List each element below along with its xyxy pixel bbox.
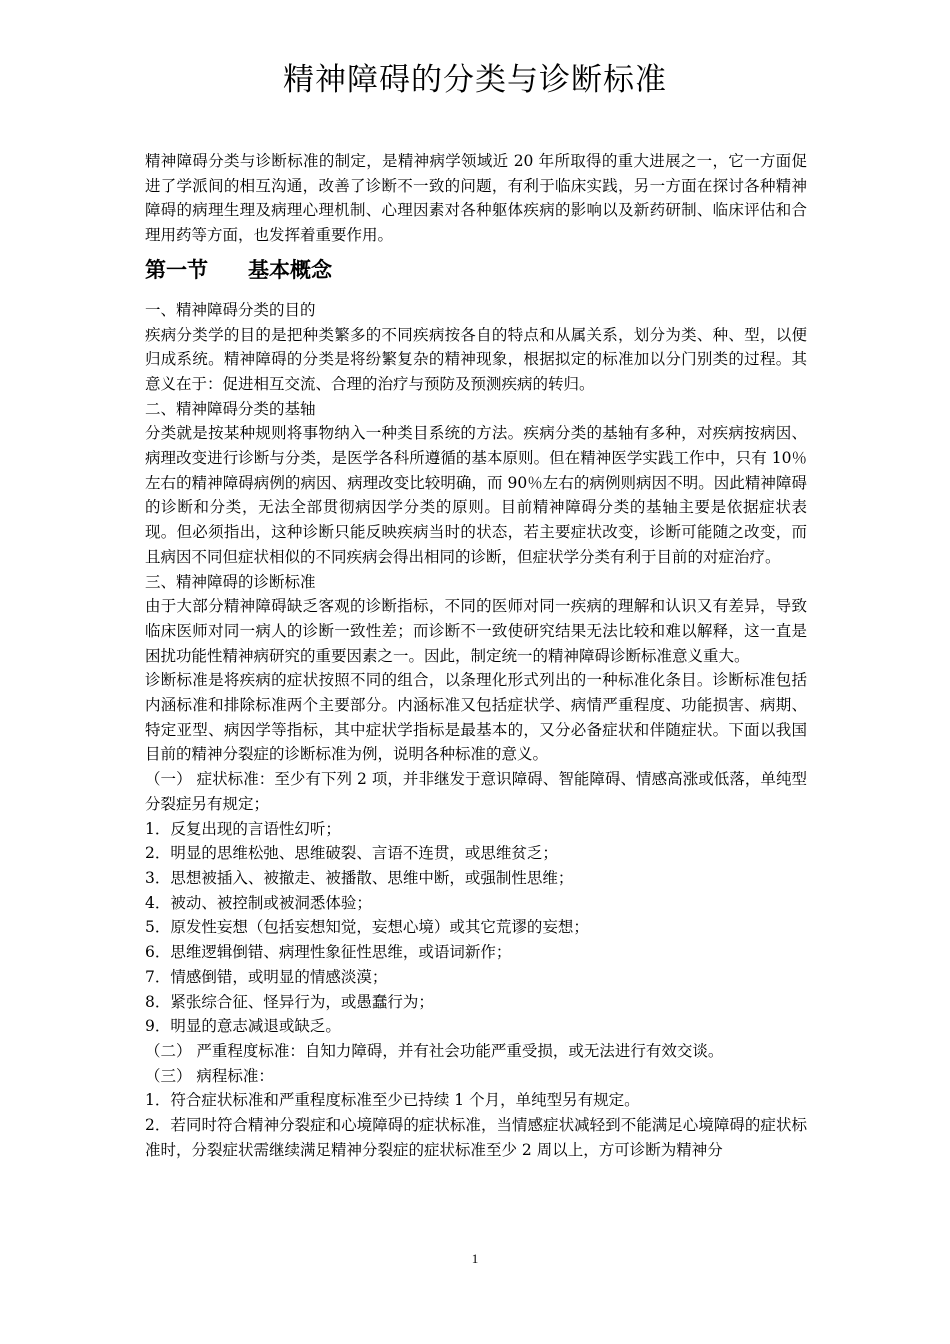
paragraph-purpose: 疾病分类学的目的是把种类繁多的不同疾病按各自的特点和从属关系，划分为类、种、型，以便归成系统。精神障碍的分类是将纷繁复杂的精神现象，根据拟定的标准加以分门别类的过程。其意义在于：促进相互交流、合理的治疗与预防及预测疾病的转归。 [145, 325, 807, 393]
criterion-symptom: （一） 症状标准：至少有下列 2 项，并非继发于意识障碍、智能障碍、情感高涨或低落，单纯型分裂症另有规定； [145, 770, 807, 813]
intro-paragraph: 精神障碍分类与诊断标准的制定，是精神病学领域近 20 年所取得的重大进展之一，它一方面促进了学派间的相互沟通，改善了诊断不一致的问题，有利于临床实践，另一方面在探讨各种精神障碍的病理生理及病理心理机制、心理因素对各种躯体疾病的影响以及新药研制、临床评估和合理用药等方面，也发挥着重要作用。 [145, 152, 807, 245]
list-item: 5．原发性妄想（包括妄想知觉，妄想心境）或其它荒谬的妄想； [145, 918, 589, 937]
section-name: 基本概念 [248, 257, 332, 282]
list-item: 3．思想被插入、被撤走、被播散、思维中断，或强制性思维； [145, 868, 574, 887]
list-item: 2．明显的思维松弛、思维破裂、言语不连贯，或思维贫乏； [145, 844, 558, 863]
list-item: 6．思维逻辑倒错、病理性象征性思维，或语词新作； [145, 943, 512, 962]
paragraph-criteria-2: 诊断标准是将疾病的症状按照不同的组合，以条理化形式列出的一种标准化条目。诊断标准包括内涵标准和排除标准两个主要部分。内涵标准又包括症状学、病情严重程度、功能损害、病期、特定亚型、病因学等指标，其中症状学指标是最基本的，又分必备症状和伴随症状。下面以我国目前的精神分裂症的诊断标准为例，说明各种标准的意义。 [145, 671, 807, 764]
course-item: 2．若同时符合精神分裂症和心境障碍的症状标准，当情感症状减轻到不能满足心境障碍的症状标准时，分裂症状需继续满足精神分裂症的症状标准至少 2 周以上，方可诊断为精神分 [145, 1116, 807, 1159]
list-item: 4．被动、被控制或被洞悉体验； [145, 893, 372, 912]
list-item: 9．明显的意志减退或缺乏。 [145, 1017, 341, 1036]
subheading-purpose: 一、精神障碍分类的目的 [145, 300, 316, 319]
section-number: 第一节 [145, 257, 208, 282]
subheading-axis: 二、精神障碍分类的基轴 [145, 399, 316, 418]
section-heading [145, 252, 807, 288]
subheading-criteria: 三、精神障碍的诊断标准 [145, 572, 316, 591]
criterion-severity: （二） 严重程度标准：自知力障碍，并有社会功能严重受损，或无法进行有效交谈。 [145, 1041, 724, 1060]
list-item: 8．紧张综合征、怪异行为，或愚蠢行为； [145, 992, 434, 1011]
criterion-course: （三） 病程标准： [145, 1066, 274, 1085]
document-title: 精神障碍的分类与诊断标准 [283, 62, 667, 98]
paragraph-axis: 分类就是按某种规则将事物纳入一种类目系统的方法。疾病分类的基轴有多种，对疾病按病因、病理改变进行诊断与分类，是医学各科所遵循的基本原则。但在精神医学实践工作中，只有 10％左右的精神障碍病例的病因、病理改变比较明确，而 90％左右的病例则病因不明。因此精神障碍的诊断和分类，无法全部贯彻病因学分类的原则。目前精神障碍分类的基轴主要是依据症状表现。但必须指出，这种诊断只能反映疾病当时的状态，若主要症状改变，诊断可能随之改变，而且病因不同但症状相似的不同疾病会得出相同的诊断，但症状学分类有利于目前的对症治疗。 [145, 424, 807, 566]
list-item: 1．反复出现的言语性幻听； [145, 819, 341, 838]
document-body [145, 149, 807, 1162]
page-number: 1 [471, 1251, 479, 1266]
paragraph-criteria-1: 由于大部分精神障碍缺乏客观的诊断指标，不同的医师对同一疾病的理解和认识又有差异，导致临床医师对同一病人的诊断一致性差；而诊断不一致使研究结果无法比较和难以解释，这一直是困扰功能性精神病研究的重要因素之一。因此，制定统一的精神障碍诊断标准意义重大。 [145, 597, 807, 665]
course-item: 1．符合症状标准和严重程度标准至少已持续 1 个月，单纯型另有规定。 [145, 1091, 640, 1110]
list-item: 7．情感倒错，或明显的情感淡漠； [145, 967, 388, 986]
